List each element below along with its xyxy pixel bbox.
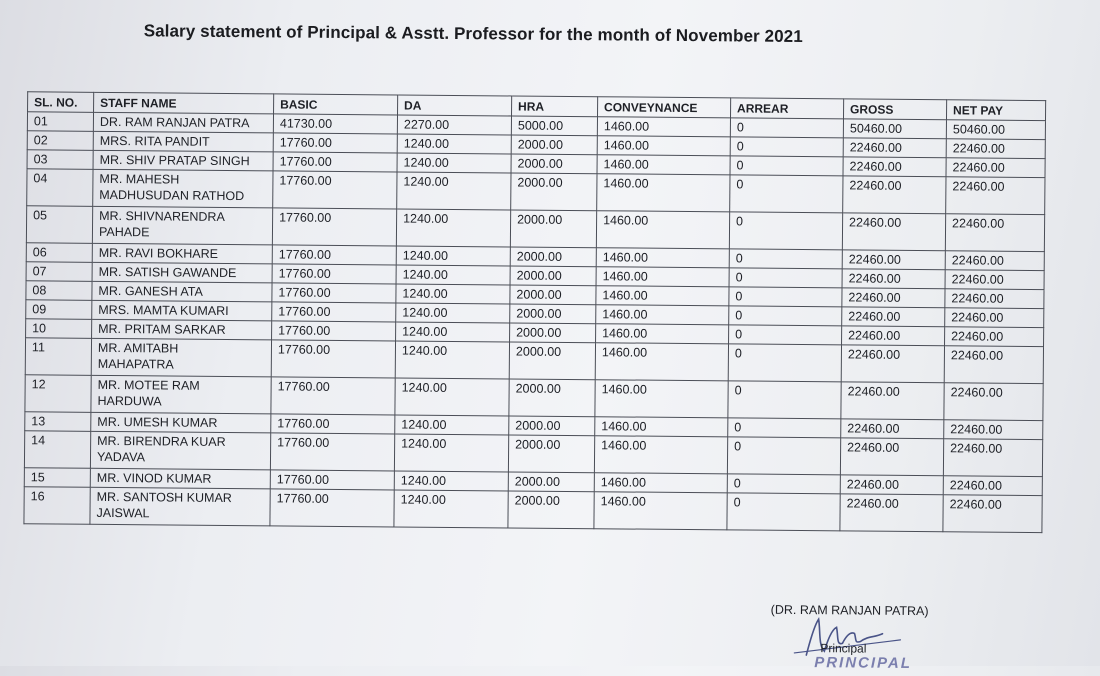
da-cell: 1240.00 [395,378,509,416]
da-cell: 1240.00 [396,209,510,247]
arrear-cell: 0 [730,175,843,213]
sl-no-cell: 13 [25,412,91,432]
staff-name-line: MR. SATISH GAWANDE [98,264,237,281]
sl-no-cell: 02 [27,131,93,151]
signature-block [754,603,955,675]
conveyance-cell: 1460.00 [596,248,729,268]
conveyance-cell: 1460.00 [596,324,729,344]
da-cell: 1240.00 [396,322,510,342]
staff-name-line: DR. RAM RANJAN PATRA [99,114,250,131]
staff-name-line: HARDUWA [97,393,162,409]
net-pay-cell: 22460.00 [943,476,1042,496]
basic-cell: 41730.00 [273,114,397,134]
basic-cell: 17760.00 [270,470,394,490]
staff-name-line: PAHADE [98,224,150,240]
arrear-cell: 0 [727,437,840,475]
sl-no-cell: 08 [26,281,92,301]
hra-cell: 2000.00 [510,285,596,305]
staff-name-line: MR. GANESH ATA [98,283,203,299]
gross-cell: 22460.00 [841,345,944,383]
gross-cell: 22460.00 [843,157,946,177]
sl-no-cell: 04 [27,169,93,207]
conveyance-cell: 1460.00 [596,305,729,325]
column-header: GROSS [843,99,946,120]
conveyance-cell: 1460.00 [594,436,727,474]
staff-name-cell [91,338,271,377]
conveyance-cell: 1460.00 [595,380,728,418]
staff-name-line: MAHAPATRA [97,356,174,372]
da-cell: 1240.00 [396,284,510,304]
arrear-cell: 0 [728,418,841,438]
staff-name-line: MR. PRITAM SARKAR [98,321,226,337]
net-pay-cell: 22460.00 [944,420,1043,440]
staff-name-cell [92,300,272,321]
arrear-cell: 0 [728,381,841,419]
net-pay-cell: 22460.00 [945,308,1044,328]
arrear-cell: 0 [727,493,840,531]
sl-no-cell: 10 [26,319,92,339]
da-cell: 1240.00 [396,265,510,285]
gross-cell: 50460.00 [843,119,946,139]
staff-name-line: MR. SANTOSH KUMAR [96,489,232,506]
staff-name-cell [90,431,270,470]
staff-name-cell [92,319,272,340]
arrear-cell: 0 [729,268,842,288]
column-header: NET PAY [946,100,1045,121]
staff-name-line: MR. BIRENDRA KUAR [97,433,226,449]
net-pay-cell: 22460.00 [945,270,1044,290]
gross-cell: 22460.00 [841,382,944,420]
net-pay-cell: 22460.00 [946,177,1045,215]
basic-cell: 17760.00 [273,152,397,172]
basic-cell: 17760.00 [272,208,396,246]
net-pay-cell: 22460.00 [944,383,1043,421]
staff-name-cell [93,112,273,133]
staff-name-cell [90,487,270,526]
conveyance-cell: 1460.00 [595,417,728,437]
conveyance-cell: 1460.00 [595,343,728,381]
basic-cell: 17760.00 [271,414,395,434]
basic-cell: 17760.00 [272,283,396,303]
staff-name-cell [92,243,272,264]
sl-no-cell: 16 [24,487,90,525]
sl-no-cell: 05 [26,206,92,244]
staff-name-line: MR. AMITABH [97,340,179,356]
da-cell: 1240.00 [397,153,511,173]
conveyance-cell: 1460.00 [596,286,729,306]
hra-cell: 2000.00 [510,210,596,248]
staff-name-cell [93,131,273,152]
signatory-role: Principal [820,641,867,656]
staff-name-line: MR. SHIV PRATAP SINGH [99,152,250,169]
staff-name-line: MADHUSUDAN RATHOD [99,187,245,204]
table-row [24,487,1042,533]
staff-name-line: MR. SHIVNARENDRA [99,208,225,224]
staff-name-line: JAISWAL [96,505,150,521]
arrear-cell: 0 [729,306,842,326]
staff-name-cell [90,468,270,489]
column-header: DA [398,95,512,116]
basic-cell: 17760.00 [272,264,396,284]
staff-name-line: MR. MOTEE RAM [97,377,200,393]
arrear-cell: 0 [730,137,843,157]
basic-cell: 17760.00 [271,377,395,415]
hra-cell: 2000.00 [510,247,596,267]
staff-name-line: YADAVA [96,449,146,465]
column-header: HRA [512,96,598,117]
sl-no-cell: 15 [24,468,90,488]
gross-cell: 22460.00 [842,326,945,346]
gross-cell: 22460.00 [842,269,945,289]
conveyance-cell: 1460.00 [597,174,730,212]
da-cell: 1240.00 [397,134,511,154]
hra-cell: 2000.00 [509,416,595,436]
staff-name-line: MR. UMESH KUMAR [97,414,218,430]
principal-stamp: PRINCIPAL [814,654,913,672]
basic-cell: 17760.00 [273,133,397,153]
table-body [24,112,1046,533]
signatory-name: (DR. RAM RANJAN PATRA) [770,602,929,619]
da-cell: 1240.00 [395,341,509,379]
staff-name-cell [93,169,273,208]
net-pay-cell: 22460.00 [946,139,1045,159]
staff-name-cell [92,206,272,245]
hra-cell: 2000.00 [511,135,597,155]
basic-cell: 17760.00 [271,340,395,378]
document-title: Salary statement of Principal & Asstt. Professor for the month of November 2021 [143,21,803,47]
hra-cell: 2000.00 [509,342,595,380]
staff-name-cell [91,375,271,414]
column-header: BASIC [274,94,398,115]
da-cell: 1240.00 [394,434,508,472]
da-cell: 1240.00 [395,415,509,435]
da-cell: 1240.00 [394,471,508,491]
conveyance-cell: 1460.00 [597,155,730,175]
conveyance-cell: 1460.00 [596,267,729,287]
net-pay-cell: 22460.00 [946,158,1045,178]
gross-cell: 22460.00 [843,138,946,158]
column-header: ARREAR [730,98,843,119]
sl-no-cell: 14 [24,431,90,469]
conveyance-cell: 1460.00 [597,136,730,156]
net-pay-cell: 22460.00 [945,327,1044,347]
da-cell: 2270.00 [397,115,511,135]
column-header: STAFF NAME [94,92,274,114]
arrear-cell: 0 [730,156,843,176]
salary-table [23,91,1046,533]
sl-no-cell: 06 [26,243,92,263]
sl-no-cell: 07 [26,262,92,282]
hra-cell: 2000.00 [508,491,594,529]
hra-cell: 2000.00 [508,435,594,473]
arrear-cell: 0 [728,344,841,382]
net-pay-cell: 22460.00 [945,289,1044,309]
arrear-cell: 0 [729,325,842,345]
column-header: SL. NO. [28,92,94,113]
gross-cell: 22460.00 [842,288,945,308]
hra-cell: 2000.00 [508,472,594,492]
gross-cell: 22460.00 [842,307,945,327]
gross-cell: 22460.00 [841,419,944,439]
net-pay-cell: 22460.00 [943,439,1042,477]
sl-no-cell: 11 [25,338,91,376]
arrear-cell: 0 [730,118,843,138]
hra-cell: 2000.00 [509,379,595,417]
sl-no-cell: 09 [26,300,92,320]
staff-name-cell [92,281,272,302]
sl-no-cell: 12 [25,375,91,413]
net-pay-cell: 50460.00 [946,120,1045,140]
hra-cell: 2000.00 [510,266,596,286]
basic-cell: 17760.00 [272,321,396,341]
staff-name-cell [91,412,271,433]
basic-cell: 17760.00 [270,433,394,471]
net-pay-cell: 22460.00 [944,346,1043,384]
staff-name-line: MR. VINOD KUMAR [96,470,212,486]
gross-cell: 22460.00 [840,475,943,495]
conveyance-cell: 1460.00 [597,117,730,137]
staff-name-line: MRS. RITA PANDIT [99,133,210,149]
net-pay-cell: 22460.00 [945,251,1044,271]
hra-cell: 5000.00 [511,116,597,136]
basic-cell: 17760.00 [272,302,396,322]
da-cell: 1240.00 [397,172,511,210]
gross-cell: 22460.00 [842,213,945,251]
da-cell: 1240.00 [396,246,510,266]
staff-name-line: MR. RAVI BOKHARE [98,245,219,261]
sl-no-cell: 03 [27,150,93,170]
da-cell: 1240.00 [396,303,510,323]
conveyance-cell: 1460.00 [596,211,729,249]
gross-cell: 22460.00 [840,438,943,476]
arrear-cell: 0 [727,474,840,494]
hra-cell: 2000.00 [510,323,596,343]
hra-cell: 2000.00 [510,304,596,324]
basic-cell: 17760.00 [270,489,394,527]
arrear-cell: 0 [729,212,842,250]
net-pay-cell: 22460.00 [943,495,1042,533]
net-pay-cell: 22460.00 [945,214,1044,252]
column-header: CONVEYNANCE [598,97,731,118]
hra-cell: 2000.00 [511,154,597,174]
conveyance-cell: 1460.00 [594,473,727,493]
sl-no-cell: 01 [27,112,93,132]
staff-name-cell [93,150,273,171]
basic-cell: 17760.00 [272,245,396,265]
arrear-cell: 0 [729,287,842,307]
staff-name-line: MRS. MAMTA KUMARI [98,302,229,319]
gross-cell: 22460.00 [843,176,946,214]
staff-name-cell [92,262,272,283]
gross-cell: 22460.00 [840,494,943,532]
gross-cell: 22460.00 [842,250,945,270]
basic-cell: 17760.00 [273,171,397,209]
da-cell: 1240.00 [394,490,508,528]
arrear-cell: 0 [729,249,842,269]
staff-name-line: MR. MAHESH [99,171,180,187]
hra-cell: 2000.00 [511,173,597,211]
conveyance-cell: 1460.00 [594,492,727,530]
